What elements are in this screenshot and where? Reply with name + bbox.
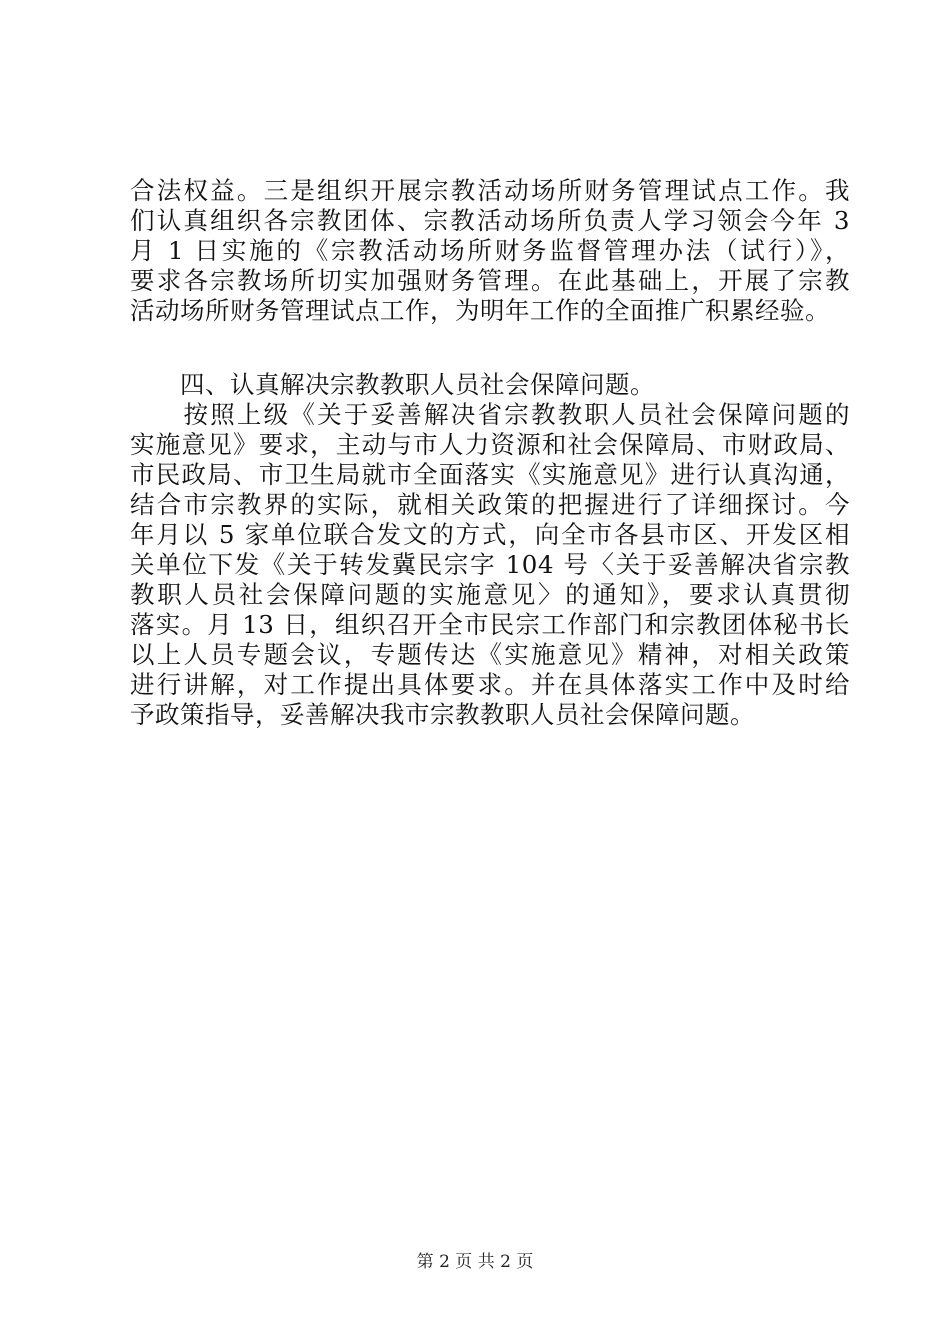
text-line: 按照上级《关于妥善解决省宗教教职人员社会保障问题的 <box>130 400 850 429</box>
paragraph-spacer <box>130 326 850 370</box>
text-line: 要求各宗教场所切实加强财务管理。在此基础上，开展了宗教 <box>130 266 850 295</box>
text-line: 年月以 5 家单位联合发文的方式，向全市各县市区、开发区相 <box>130 520 850 549</box>
text-line: 予政策指导，妥善解决我市宗教教职人员社会保障问题。 <box>130 700 755 729</box>
text-line: 市民政局、市卫生局就市全面落实《实施意见》进行认真沟通， <box>130 460 850 489</box>
text-line: 以上人员专题会议，专题传达《实施意见》精神，对相关政策 <box>130 640 850 669</box>
page-number: 第 2 页 共 2 页 <box>416 1252 534 1272</box>
text-line: 合法权益。三是组织开展宗教活动场所财务管理试点工作。我 <box>130 176 850 205</box>
text-line: 进行讲解，对工作提出具体要求。并在具体落实工作中及时给 <box>130 670 850 699</box>
text-line: 关单位下发《关于转发冀民宗字 104 号〈关于妥善解决省宗教 <box>130 550 850 579</box>
section-heading: 四、认真解决宗教教职人员社会保障问题。 <box>130 370 655 399</box>
paragraph-social-security <box>130 400 850 730</box>
text-line: 结合市宗教界的实际，就相关政策的把握进行了详细探讨。今 <box>130 490 850 519</box>
text-line: 教职人员社会保障问题的实施意见〉的通知》，要求认真贯彻 <box>130 580 850 609</box>
document-body <box>130 176 850 730</box>
text-line: 月 1 日实施的《宗教活动场所财务监督管理办法（试行）》， <box>130 236 850 265</box>
text-line: 活动场所财务管理试点工作，为明年工作的全面推广积累经验。 <box>130 296 830 325</box>
text-line: 们认真组织各宗教团体、宗教活动场所负责人学习领会今年 3 <box>130 206 850 235</box>
text-line: 实施意见》要求，主动与市人力资源和社会保障局、市财政局、 <box>130 430 850 459</box>
paragraph-financial-pilot <box>130 176 850 326</box>
page-footer <box>0 1247 950 1272</box>
text-line: 落实。月 13 日，组织召开全市民宗工作部门和宗教团体秘书长 <box>130 610 850 639</box>
